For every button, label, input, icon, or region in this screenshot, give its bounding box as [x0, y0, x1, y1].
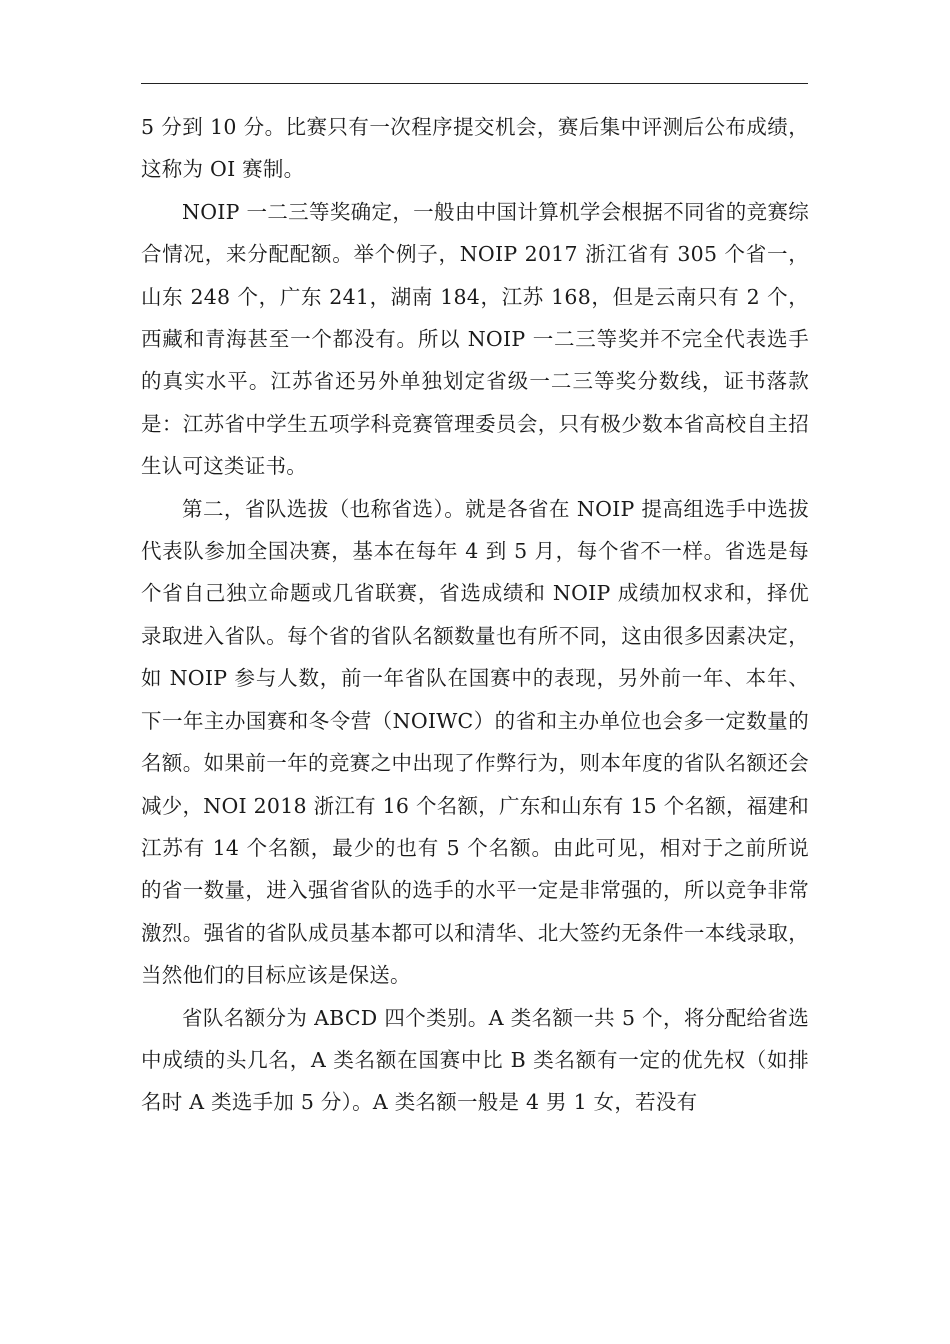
header-rule — [141, 83, 808, 84]
body-text — [141, 106, 809, 1124]
paragraph-team-quota-categories: 省队名额分为 ABCD 四个类别。A 类名额一共 5 个，将分配给省选中成绩的头几名，A 类名额在国赛中比 B 类名额有一定的优先权（如排名时 A 类选手加 5 分）。A 类名额一般是 4 男 1 女，若没有 — [141, 1005, 809, 1115]
paragraph-provincial-selection: 第二，省队选拔（也称省选）。就是各省在 NOIP 提高组选手中选拔代表队参加全国决赛，基本在每年 4 到 5 月，每个省不一样。省选是每个省自己独立命题或几省联赛，省选成绩和 NOIP 成绩加权求和，择优录取进入省队。每个省的省队名额数量也有所不同，这由很多因素决定，如 NOIP 参与人数，前一年省队在国赛中的表现，另外前一年、本年、下一年主办国赛和冬令营（NOIWC）的省和主办单位也会多一定数量的名额。如果前一年的竞赛之中出现了作弊行为，则本年度的省队名额还会减少，NOI 2018 浙江有 16 个名额，广东和山东有 15 个名额，福建和江苏有 14 个名额，最少的也有 5 个名额。由此可见，相对于之前所说的省一数量，进入强省省队的选手的水平一定是非常强的，所以竞争非常激烈。强省的省队成员基本都可以和清华、北大签约无条件一本线录取，当然他们的目标应该是保送。 — [141, 496, 809, 988]
paragraph-noip-awards: NOIP 一二三等奖确定，一般由中国计算机学会根据不同省的竞赛综合情况，来分配配额。举个例子，NOIP 2017 浙江省有 305 个省一，山东 248 个，广东 241，湖南 184，江苏 168，但是云南只有 2 个，西藏和青海甚至一个都没有。所以 NOIP 一二三等奖并不完全代表选手的真实水平。江苏省还另外单独划定省级一二三等奖分数线，证书落款是：江苏省中学生五项学科竞赛管理委员会，只有极少数本省高校自主招生认可这类证书。 — [141, 199, 809, 479]
paragraph-continuation: 5 分到 10 分。比赛只有一次程序提交机会，赛后集中评测后公布成绩，这称为 OI 赛制。 — [141, 115, 809, 182]
